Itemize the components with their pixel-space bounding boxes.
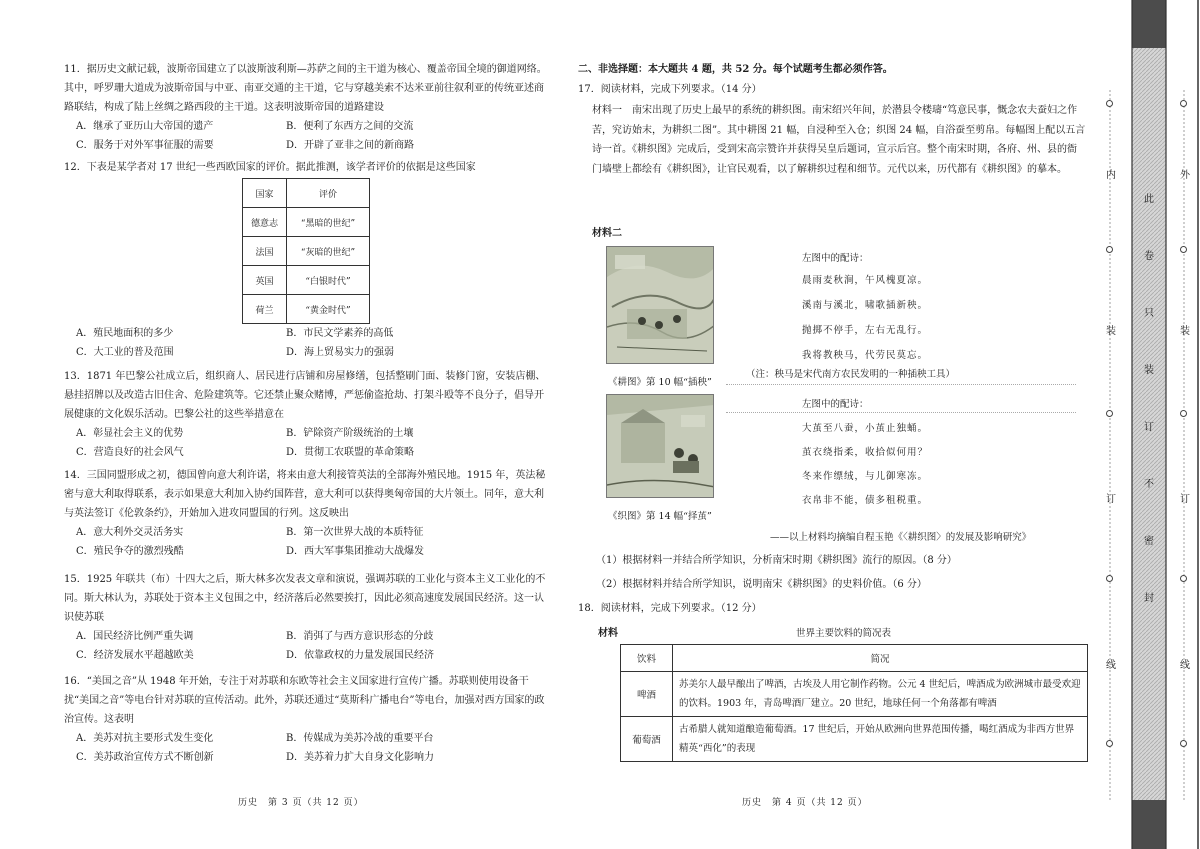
question-16-options — [76, 729, 552, 767]
table-row — [243, 266, 370, 295]
right-page — [570, 0, 1095, 849]
material-2-label: 材料二 — [592, 228, 622, 239]
table-cell: 葡萄酒 — [621, 717, 673, 762]
option-a[interactable]: A．意大利外交灵活务实 — [76, 527, 184, 538]
option-c[interactable]: C．服务于对外军事征服的需要 — [76, 140, 214, 151]
seal-word: 密 — [1144, 536, 1154, 547]
table-cell: “黄金时代” — [287, 295, 370, 324]
option-b[interactable]: B．传媒成为美苏冷战的重要平台 — [286, 733, 434, 744]
option-b[interactable]: B．便利了东西方之间的交流 — [286, 121, 414, 132]
poem-1-line: 晨雨麦秋涧，午风槐夏凉。 — [802, 275, 929, 286]
table-row — [243, 208, 370, 237]
poem-2-line: 冬来作缥绒，与儿御寒冻。 — [802, 471, 929, 482]
table-cell: “灰暗的世纪” — [287, 237, 370, 266]
poem-2-title: 左图中的配诗： — [802, 399, 869, 410]
binding-hole — [1180, 575, 1187, 582]
table-title: 世界主要饮料的简况表 — [796, 628, 892, 639]
option-a[interactable]: A．继承了亚历山大帝国的遗产 — [76, 121, 214, 132]
binding-hole — [1106, 410, 1113, 417]
seal-word: 不 — [1144, 479, 1154, 490]
binding-strip — [1098, 0, 1200, 849]
binding-hole — [1180, 246, 1187, 253]
question-15-text: 15．1925 年联共（布）十四大之后，斯大林多次发表文章和演说，强调苏联的工业化与资本主义工业化的不同。斯大林认为，苏联处于资本主义包围之中，经济落后必然要挨打，因此必须高速度发展国民经济。这一认识使苏联 — [64, 574, 546, 623]
seal-word: 只 — [1144, 308, 1154, 319]
question-12-options — [76, 324, 552, 362]
option-b[interactable]: B．消弭了与西方意识形态的分歧 — [286, 631, 434, 642]
poem-1-line: 抛掷不停手，左右无乱行。 — [802, 325, 929, 336]
caption-plowing: 《耕图》第 10 幅“插秧” — [608, 377, 712, 388]
poem-2-line: 大茧至八蚕，小茧止独蛹。 — [802, 423, 929, 434]
table-cell: 法国 — [243, 237, 287, 266]
seal-word: 装 — [1144, 365, 1154, 376]
sub-question-2: （2）根据材料并结合所学知识，说明南宋《耕织图》的史料价值。（6 分） — [596, 579, 927, 590]
question-12-table — [242, 178, 370, 324]
option-b[interactable]: B．市民文学素养的高低 — [286, 328, 394, 339]
question-14 — [64, 466, 552, 561]
poem-1-line: 我将教秧马，代劳民莫忘。 — [802, 350, 929, 361]
binding-hole — [1180, 100, 1187, 107]
question-15-options — [76, 627, 552, 665]
divider — [726, 412, 1076, 413]
table-cell: 荷兰 — [243, 295, 287, 324]
binding-mark: 订 — [1180, 494, 1190, 505]
question-11-options — [76, 117, 552, 155]
option-b[interactable]: B．铲除资产阶级统治的土壤 — [286, 428, 414, 439]
table-cell: “黑暗的世纪” — [287, 208, 370, 237]
option-d[interactable]: D．海上贸易实力的强弱 — [286, 347, 395, 358]
plowing-picture — [606, 246, 714, 364]
weaving-illustration — [607, 395, 714, 498]
table-cell: “白银时代” — [287, 266, 370, 295]
binding-mark: 装 — [1180, 326, 1190, 337]
drinks-table — [620, 644, 1088, 762]
left-page — [0, 0, 570, 849]
question-13-text: 13．1871 年巴黎公社成立后，组织商人、居民进行店铺和房屋修缮，包括整刷门面、装修门窗，安装店棚、悬挂招牌以及改造古旧住舍、危险建筑等。它还禁止聚众赌博，严惩偷盗抢劫、打架斗殴等不良分子，倡导开展健康的文化娱乐活动。巴黎公社的这些举措意在 — [64, 371, 546, 420]
binding-label-outer: 外 — [1180, 170, 1190, 181]
table-cell: 古希腊人就知道酿造葡萄酒。17 世纪后，开始从欧洲向世界范围传播，喝红酒成为非西方世界精英“西化”的表现 — [673, 717, 1088, 762]
question-11 — [64, 60, 552, 155]
option-d[interactable]: D．依靠政权的力量发展国民经济 — [286, 650, 435, 661]
option-c[interactable]: C．经济发展水平超越欧美 — [76, 650, 194, 661]
seal-word: 卷 — [1144, 251, 1154, 262]
binding-hole — [1106, 575, 1113, 582]
table-cell: 苏美尔人最早酿出了啤酒，古埃及人用它制作药物。公元 4 世纪后，啤酒成为欧洲城市最受欢迎的饮料。1903 年，青岛啤酒厂建立。20 世纪，地球任何一个角落都有啤酒 — [673, 672, 1088, 717]
table-row — [621, 672, 1088, 717]
question-16-text: 16．“美国之音”从 1948 年开始，专注于对苏联和东欧等社会主义国家进行宣传广播。苏联则使用设备干扰“美国之音”等电台针对苏联的宣传活动。此外，苏联还通过“莫斯科广播电台”等电台，加强对西方国家的政治宣传。这表明 — [64, 676, 545, 725]
question-12-text: 12．下表是某学者对 17 世纪一些西欧国家的评价。据此推测，该学者评价的依据是这些国家 — [64, 162, 476, 173]
option-a[interactable]: A．彰显社会主义的优势 — [76, 428, 184, 439]
question-18-head: 18．阅读材料，完成下列要求。（12 分） — [578, 603, 762, 614]
option-a[interactable]: A．美苏对抗主要形式发生变化 — [76, 733, 214, 744]
binding-mark: 线 — [1106, 660, 1116, 671]
binding-hole — [1106, 246, 1113, 253]
binding-hole — [1180, 740, 1187, 747]
section-title: 二、非选择题：本大题共 4 题，共 52 分。每个试题考生都必须作答。 — [578, 64, 893, 75]
option-b[interactable]: B．第一次世界大战的本质特征 — [286, 527, 424, 538]
caption-weaving: 《织图》第 14 幅“择茧” — [608, 511, 712, 522]
option-d[interactable]: D．贯彻工农联盟的革命策略 — [286, 447, 415, 458]
material-source: ——以上材料均摘编自程玉艳《〈耕织图〉的发展及影响研究》 — [770, 532, 1032, 543]
seal-word: 封 — [1144, 593, 1154, 604]
binding-hole — [1106, 740, 1113, 747]
option-d[interactable]: D．西大军事集团推动大战爆发 — [286, 546, 425, 557]
binding-hole — [1180, 410, 1187, 417]
seal-word: 订 — [1144, 422, 1154, 433]
page-footer: 历史 第 4 页（共 12 页） — [742, 798, 868, 808]
sub-question-1: （1）根据材料一并结合所学知识，分析南宋时期《耕织图》流行的原因。（8 分） — [596, 555, 957, 566]
plowing-illustration — [607, 247, 714, 364]
question-15 — [64, 570, 552, 665]
option-c[interactable]: C．营造良好的社会风气 — [76, 447, 184, 458]
option-c[interactable]: C．美苏政治宣传方式不断创新 — [76, 752, 214, 763]
table-header-cell: 国家 — [243, 179, 287, 208]
option-d[interactable]: D．开辟了亚非之间的新商路 — [286, 140, 415, 151]
binding-mark: 线 — [1180, 660, 1190, 671]
question-14-options — [76, 523, 552, 561]
table-header-row — [621, 645, 1088, 672]
option-c[interactable]: C．殖民争夺的激烈残酷 — [76, 546, 184, 557]
option-a[interactable]: A．殖民地面积的多少 — [76, 328, 174, 339]
poem-1-line: 溪南与溪北，啸歌插新秧。 — [802, 300, 929, 311]
question-12 — [64, 158, 552, 177]
material-label: 材料 — [598, 628, 618, 639]
poem-1-note: （注：秧马是宋代南方农民发明的一种插秧工具） — [746, 369, 956, 380]
question-13 — [64, 367, 552, 462]
page-footer: 历史 第 3 页（共 12 页） — [238, 798, 364, 808]
binding-mark: 装 — [1106, 326, 1116, 337]
material-1: 材料一 南宋出现了历史上最早的系统的耕织图。南宋绍兴年间，於潜县令楼璹“笃意民事，慨念农夫蚕妇之作苦，究访始末，为耕织二图”。其中耕图 21 幅，自浸种至入仓；织图 24 幅，自浴蚕至剪帛。每幅图上配以五言诗一首。《耕织图》完成后，受到宋高宗赞许并获得吴皇后题词，宣示后宫。整个南宋时期，各府、州、县的衙门墙壁上都绘有《耕织图》，让官民观看，以了解耕织过程和细节。元代以来，历代都有《耕织图》的摹本。 — [592, 105, 1086, 175]
seal-word: 此 — [1144, 194, 1154, 205]
table-cell: 德意志 — [243, 208, 287, 237]
table-header-cell: 简况 — [673, 645, 1088, 672]
question-11-text: 11．据历史文献记载，波斯帝国建立了以波斯波利斯—苏萨之间的主干道为核心、覆盖帝国全境的御道网络。其中，呼罗珊大道成为波斯帝国与中亚、南亚交通的主干道，它与穿越美索不达米亚前往叙利亚的传统亚述商路联结，构成了陆上丝绸之路西段的主干道。这表明波斯帝国的道路建设 — [64, 64, 547, 113]
question-16 — [64, 672, 552, 767]
divider — [726, 384, 1076, 385]
question-14-text: 14．三国同盟形成之初，德国曾向意大利许诺，将来由意大利接管英法的全部海外殖民地。1915 年，英法秘密与意大利取得联系，表示如果意大利加入协约国阵营，意大利可以获得奥匈帝国的大片领土。同年，意大利与英法签订《伦敦条约》，开始加入进攻同盟国的行列。这反映出 — [64, 470, 546, 519]
table-header-row — [243, 179, 370, 208]
question-13-options — [76, 424, 552, 462]
weaving-picture — [606, 394, 714, 498]
option-d[interactable]: D．美苏着力扩大自身文化影响力 — [286, 752, 435, 763]
table-cell: 英国 — [243, 266, 287, 295]
table-row — [243, 237, 370, 266]
table-row — [243, 295, 370, 324]
poem-2-line: 茧衣绕指柔，收拾似何用？ — [802, 447, 929, 458]
table-row — [621, 717, 1088, 762]
option-a[interactable]: A．国民经济比例严重失调 — [76, 631, 194, 642]
table-header-cell: 评价 — [287, 179, 370, 208]
table-header-cell: 饮料 — [621, 645, 673, 672]
poem-2-line: 衣帛非不能，债多租税重。 — [802, 495, 929, 506]
binding-hole — [1106, 100, 1113, 107]
table-cell: 啤酒 — [621, 672, 673, 717]
option-c[interactable]: C．大工业的普及范围 — [76, 347, 174, 358]
binding-label-inner: 内 — [1106, 170, 1116, 181]
binding-mark: 订 — [1106, 494, 1116, 505]
poem-1-title: 左图中的配诗： — [802, 253, 869, 264]
question-17-head: 17．阅读材料，完成下列要求。（14 分） — [578, 84, 762, 95]
